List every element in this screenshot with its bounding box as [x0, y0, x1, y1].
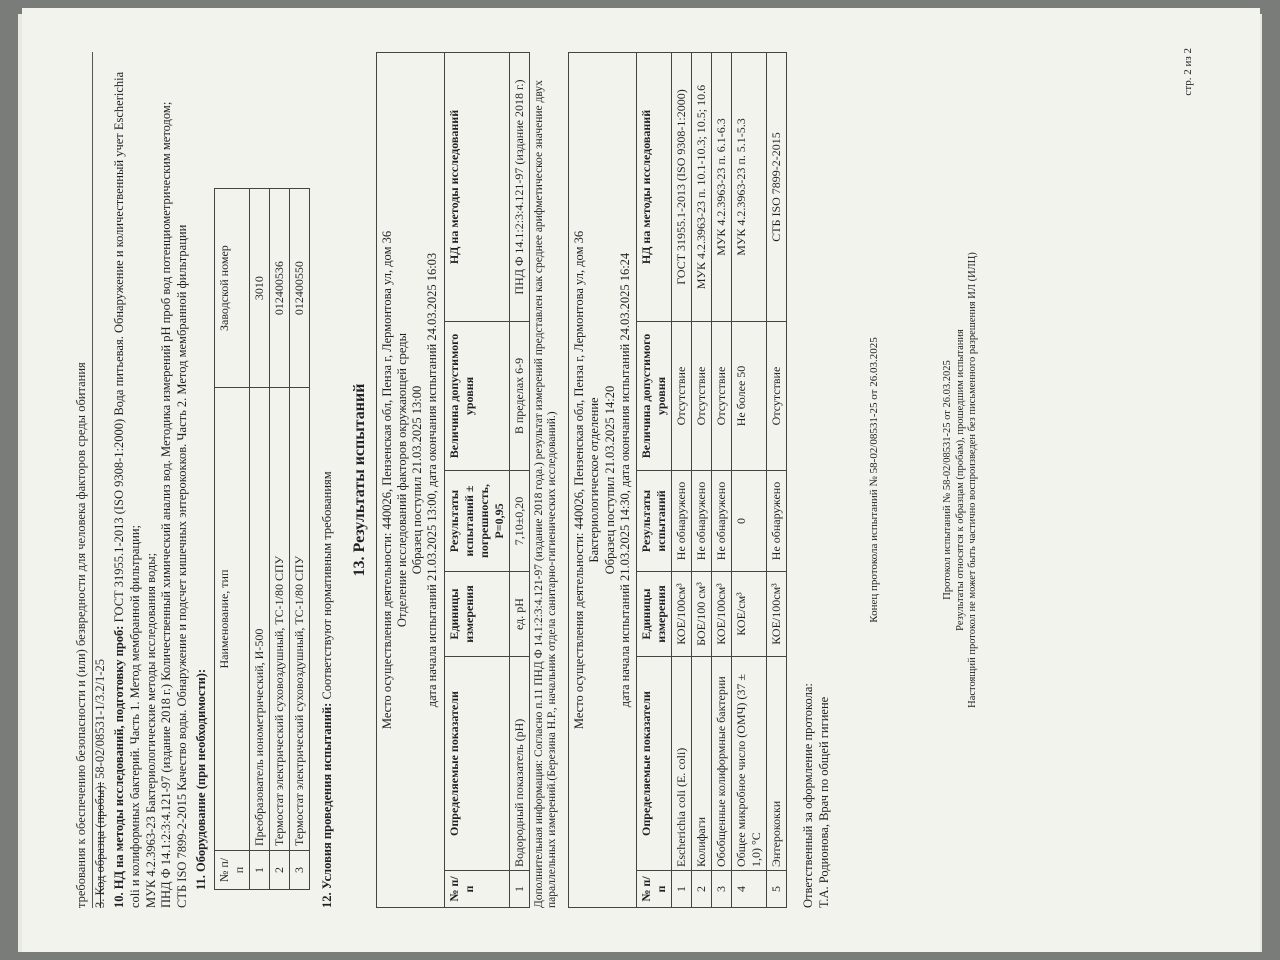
section-12-title: 12. Условия проведения испытаний: — [320, 702, 334, 908]
cell: Колифаги — [692, 657, 712, 871]
footer-line: Результаты относятся к образцам (пробам), прошедшим испытания — [954, 329, 966, 631]
section-12 — [320, 52, 336, 908]
end-of-protocol: Конец протокола испытаний № 58-02/08531-25 от 26.03.2025 — [868, 337, 881, 623]
test-header — [376, 52, 444, 908]
test-dates: дата начала испытаний 21.03.2025 13:00, дата окончания испытаний 24.03.2025 16:03 — [425, 252, 440, 708]
section-11 — [194, 52, 310, 908]
column-header: НД на методы исследований — [637, 53, 672, 322]
equipment-table — [214, 188, 310, 890]
cell: МУК 4.2.3963-23 п. 10.1-10.3; 10.5; 10.6 — [692, 53, 712, 322]
table-header-row — [444, 53, 509, 908]
sample-code-row — [93, 52, 109, 908]
section-13-title: 13. Результаты испытаний — [350, 383, 368, 577]
cell: Escherichia coli (E. coli) — [672, 657, 692, 871]
column-header: № п/п — [215, 851, 250, 890]
cell: ГОСТ 31955.1-2013 (ISO 9308-1:2000) — [672, 53, 692, 322]
cell: Не обнаружено — [692, 471, 712, 572]
column-header: Результаты испытаний ± погрешность, P=0,95 — [444, 471, 509, 572]
requirement-line: требования к обеспечению безопасности и (или) безвредности для человека факторов среды обитания — [74, 52, 93, 908]
test-location: Место осуществления деятельности: 440026, Пензенская обл, Пенза г, Лермонтова ул, дом 36 — [572, 230, 587, 730]
test-dates: дата начала испытаний 21.03.2025 14:30, дата окончания испытаний 24.03.2025 16:24 — [617, 252, 632, 708]
sample-code-label: 3. Код образца (пробы): — [92, 781, 107, 908]
section-10 — [112, 52, 190, 908]
cell: КОЕ/100см³ — [672, 572, 692, 657]
cell: ПНД Ф 14.1:2:3:4.121-97 (издание 2018 г.) — [509, 53, 529, 322]
section-10-line: СТБ ISO 7899-2-2015 Качество воды. Обнаружение и подсчет кишечных энтерококков. Часть 2. Метод мембранной фильтрации — [174, 224, 189, 908]
cell: Не обнаружено — [672, 471, 692, 572]
cell: 1 — [672, 871, 692, 908]
sample-code-value: 58-02/08531-1/3.2/1-25 — [92, 659, 107, 779]
signature-person: Т.А. Родионова, Врач по общей гигиене — [816, 696, 831, 908]
cell: КОЕ/см³ — [732, 572, 767, 657]
test-department: Бактериологическое отделение — [587, 397, 602, 563]
column-header: Определяемые показатели — [444, 657, 509, 871]
table-row — [270, 189, 290, 890]
rotated-sheet — [22, 8, 1260, 952]
cell: Не более 50 — [732, 322, 767, 471]
cell: Не обнаружено — [712, 471, 732, 572]
cell: МУК 4.2.3963-23 п. 5.1-5.3 — [732, 53, 767, 322]
column-header: Величина допустимого уровня — [444, 322, 509, 471]
section-10-title: 10. НД на методы исследований, подготовку проб: — [112, 625, 127, 908]
column-header: Наименование, тип — [215, 388, 250, 851]
table-row — [250, 189, 270, 890]
table-row — [692, 53, 712, 908]
cell: 4 — [732, 871, 767, 908]
table-row — [712, 53, 732, 908]
additional-info-note: Дополнительная информация: Согласно п.11 ПНД Ф 14.1:2:3:4.121-97 (издание 2018 года.) результат измерений представлен как среднее арифметическое значение двух параллельных измерений.(Березина Н.Р., начальник отдела санитарно-гигиенических исследований.) — [532, 80, 559, 908]
cell: Термостат электрический суховоздушный, ТС-1/80 СПУ — [270, 388, 290, 851]
cell: Отсутствие — [767, 322, 787, 471]
cell: Отсутствие — [712, 322, 732, 471]
cell: 012400536 — [270, 189, 290, 388]
column-header: Результаты испытаний — [637, 471, 672, 572]
cell: БОЕ/100 см³ — [692, 572, 712, 657]
cell: Отсутствие — [672, 322, 692, 471]
footer-line: Протокол испытаний № 58-02/08531-25 от 26.03.2025 — [942, 360, 954, 600]
cell: Обобщенные колиформные бактерии — [712, 657, 732, 871]
cell: В пределах 6-9 — [509, 322, 529, 471]
cell: 5 — [767, 871, 787, 908]
column-header: НД на методы исследований — [444, 53, 509, 322]
test-department: Отделение исследований факторов окружающей среды — [394, 332, 409, 628]
signature-label: Ответственный за оформление протокола: — [801, 683, 816, 908]
cell: Преобразователь ионометрический, И-500 — [250, 388, 270, 851]
cell: 2 — [692, 871, 712, 908]
document-page — [22, 8, 1260, 952]
column-header: № п/п — [637, 871, 672, 908]
cell: 7,10±0,20 — [509, 471, 529, 572]
table-row — [672, 53, 692, 908]
section-10-line: МУК 4.2.3963-23 Бактериологические методы исследования воды; — [143, 552, 158, 908]
test-received: Образец поступил 21.03.2025 14:20 — [602, 385, 617, 575]
section-12-value: Соответствуют нормативным требованиям — [320, 471, 334, 700]
cell: 1 — [509, 871, 529, 908]
page-footer — [942, 52, 980, 908]
cell: ед. pH — [509, 572, 529, 657]
test-location: Место осуществления деятельности: 440026, Пензенская обл, Пенза г, Лермонтова ул, дом 36 — [379, 230, 394, 730]
section-10-line: ГОСТ 31955.1-2013 (ISO 9308-1:2000) Вода питьевая. Обнаружение и количественный учет Escherichia coli и колиформных бактерий. Часть 1. Метод мембранной фильтрации; — [112, 71, 142, 908]
table-header-row — [215, 189, 250, 890]
column-header: Заводской номер — [215, 189, 250, 388]
test-received: Образец поступил 21.03.2025 13:00 — [410, 385, 425, 575]
cell: МУК 4.2.3963-23 п. 6.1-6.3 — [712, 53, 732, 322]
table-row — [290, 189, 310, 890]
cell: Водородный показатель (pH) — [509, 657, 529, 871]
cell: Не обнаружено — [767, 471, 787, 572]
section-11-title: 11. Оборудование (при необходимости): — [194, 668, 209, 890]
table-row — [509, 53, 529, 908]
cell: СТБ ISO 7899-2-2015 — [767, 53, 787, 322]
column-header: Единицы измерения — [637, 572, 672, 657]
page-number: стр. 2 из 2 — [1182, 48, 1194, 96]
results-table-bacteriology — [636, 52, 787, 908]
results-table-chemistry — [444, 52, 530, 908]
footer-line: Настоящий протокол не может быть частично воспроизведен без письменного разрешения ИЛ (ИЛЦ) — [967, 252, 979, 708]
column-header: Единицы измерения — [444, 572, 509, 657]
table-header-row — [637, 53, 672, 908]
section-10-line: ПНД Ф 14.1:2:3:4.121-97 (издание 2018 г.) Количественный химический анализ вод. Методика измерений pH проб вод потенциометрическим методом; — [159, 101, 174, 908]
signature-block — [801, 52, 832, 908]
column-header: Величина допустимого уровня — [637, 322, 672, 471]
cell: КОЕ/100см³ — [767, 572, 787, 657]
cell: 012400550 — [290, 189, 310, 388]
column-header: № п/п — [444, 871, 509, 908]
column-header: Определяемые показатели — [637, 657, 672, 871]
cell: 1 — [250, 851, 270, 890]
cell: 3 — [712, 871, 732, 908]
cell: Отсутствие — [692, 322, 712, 471]
cell: 2 — [270, 851, 290, 890]
test-header — [568, 52, 636, 908]
test-block-bacteriology — [568, 52, 787, 908]
test-block-chemistry — [376, 52, 561, 908]
table-row — [732, 53, 767, 908]
table-row — [767, 53, 787, 908]
cell: Общее микробное число (ОМЧ) (37 ± 1,0) °С — [732, 657, 767, 871]
cell: КОЕ/100см³ — [712, 572, 732, 657]
cell: 3010 — [250, 189, 270, 388]
cell: 0 — [732, 471, 767, 572]
cell: 3 — [290, 851, 310, 890]
cell: Энтерококки — [767, 657, 787, 871]
cell: Термостат электрический суховоздушный, ТС-1/80 СПУ — [290, 388, 310, 851]
